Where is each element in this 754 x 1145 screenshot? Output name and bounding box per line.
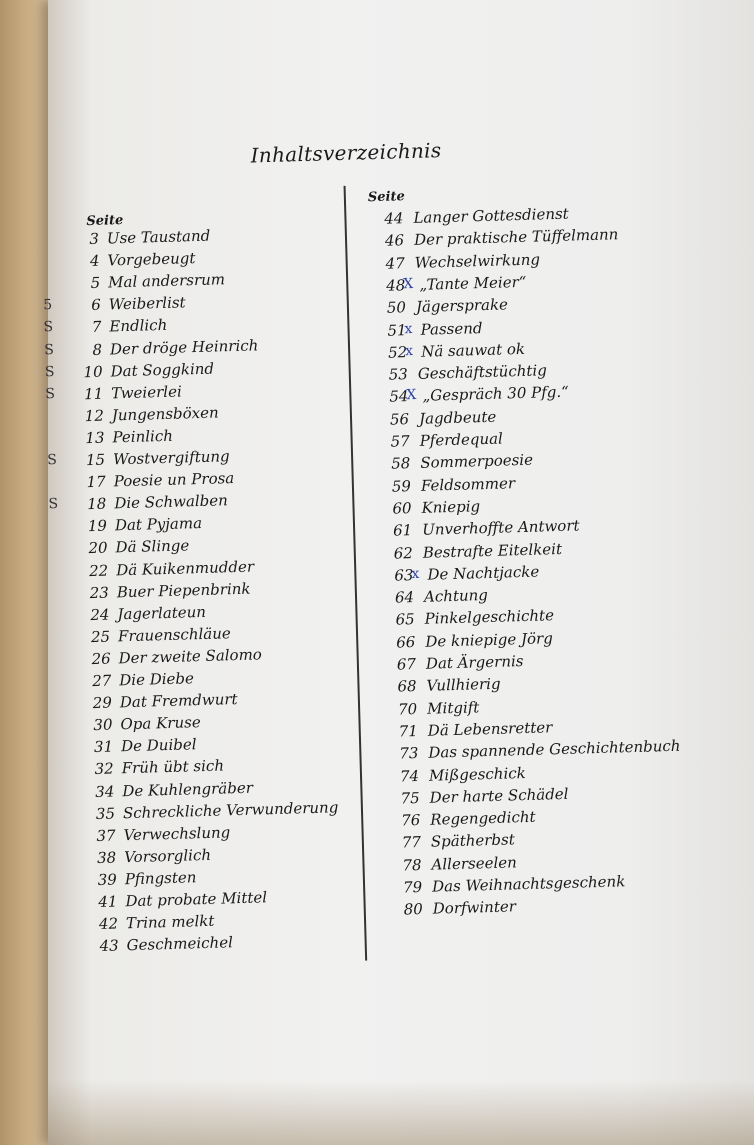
toc-entry <box>393 897 517 923</box>
page-number: 51 <box>387 320 407 340</box>
entry-title: Dat probate Mittel <box>125 888 268 911</box>
entry-title: Passend <box>420 318 483 339</box>
entry-title: Sommerpoesie <box>420 450 534 473</box>
handwritten-mark: S <box>47 451 58 469</box>
handwritten-mark <box>50 761 72 762</box>
page-number: 79 <box>402 877 423 897</box>
entry-title: Dä Kuikenmudder <box>115 557 255 579</box>
entry-title: Dä Slinge <box>115 536 190 557</box>
page-number: 61 <box>392 521 413 540</box>
handwritten-mark <box>53 894 75 895</box>
entry-title: Langer Gottesdienst <box>413 204 569 227</box>
page-number: 23 <box>89 583 110 602</box>
page-number: 76 <box>400 811 421 830</box>
entry-title: Der harte Schädel <box>429 784 569 807</box>
page-number: 73 <box>399 744 419 763</box>
page-number: 48 <box>385 276 406 295</box>
toc-entry <box>387 697 480 722</box>
toc-entry <box>386 674 501 700</box>
page-number: 25 <box>90 627 111 646</box>
entry-title: Wechselwirkung <box>414 250 541 272</box>
page-number: 78 <box>402 855 422 875</box>
handwritten-mark: S <box>44 363 55 380</box>
page-number: 59 <box>391 476 412 496</box>
page-number: 60 <box>392 498 412 518</box>
toc-entry <box>83 735 197 761</box>
toc-entry <box>379 407 497 433</box>
entry-title: Die Schwalben <box>114 491 229 513</box>
handwritten-mark <box>50 783 72 784</box>
entry-title: Bestrafte Eitelkeit <box>422 539 563 562</box>
toc-entry <box>384 606 555 633</box>
entry-title: Vorgebeugt <box>107 249 196 270</box>
page-number: 53 <box>388 365 409 384</box>
entry-title: Achtung <box>423 586 489 606</box>
toc-entry <box>381 473 516 500</box>
entry-title: Poesie un Prosa <box>113 469 235 491</box>
page-number: 75 <box>400 788 420 808</box>
page-number: 63 <box>394 565 414 585</box>
handwritten-mark <box>49 739 71 740</box>
entry-title: Vullhierig <box>426 674 501 696</box>
page-number: 20 <box>88 538 108 558</box>
handwritten-mark <box>47 673 69 674</box>
toc-entry <box>85 822 231 849</box>
page-number: 24 <box>90 605 110 624</box>
page-number: 35 <box>95 804 116 823</box>
entry-title: Kniepig <box>421 497 481 517</box>
handwritten-mark: 5 <box>43 297 53 314</box>
page-number: 57 <box>390 432 410 451</box>
toc-entry <box>43 316 168 341</box>
entry-title: „Tante Meier“ <box>419 272 527 294</box>
toc-entry <box>69 226 211 253</box>
page-number: 38 <box>96 848 117 867</box>
page-number: 26 <box>91 649 111 668</box>
page-number: 5 <box>90 273 101 293</box>
entry-title: Dat Soggkind <box>110 359 215 381</box>
toc-entry <box>81 669 195 694</box>
handwritten-mark <box>52 849 74 850</box>
toc-entry <box>374 250 541 277</box>
entry-title: Dat Fremdwurt <box>119 690 238 712</box>
handwritten-check-mark: x <box>404 342 414 360</box>
toc-entry <box>47 447 230 473</box>
entry-title: Weiberlist <box>108 293 186 314</box>
toc-entry <box>384 586 489 611</box>
toc-entry <box>77 536 190 562</box>
toc-entry <box>88 933 234 959</box>
handwritten-mark <box>41 474 63 475</box>
page-number: 80 <box>403 900 424 919</box>
page-number: 4 <box>89 251 100 271</box>
page-number: 64 <box>394 588 415 607</box>
page-number: 58 <box>390 454 411 473</box>
entry-title: Regengedicht <box>430 807 536 829</box>
entry-title: Der zweite Salomo <box>118 645 263 668</box>
entry-title: Jagerlateun <box>117 602 207 624</box>
entry-title: Der praktische Tüffelmann <box>413 225 619 250</box>
page-number: 77 <box>401 833 422 852</box>
page-number: 3 <box>89 229 100 248</box>
page-number: 10 <box>83 362 103 381</box>
handwritten-mark <box>51 805 73 806</box>
toc-entry <box>79 602 207 628</box>
handwritten-mark <box>45 584 67 585</box>
entry-title: Mal andersrum <box>107 270 226 292</box>
page-number: 8 <box>92 340 103 359</box>
page-number: 70 <box>397 699 418 719</box>
toc-entry <box>385 628 554 656</box>
entry-title: Die Diebe <box>119 669 195 690</box>
handwritten-mark <box>54 938 76 939</box>
toc-entry <box>391 830 516 856</box>
entry-title: De Nachtjacke <box>427 562 540 584</box>
entry-title: Das spannende Geschichtenbuch <box>428 736 681 762</box>
handwritten-mark <box>53 872 75 873</box>
handwritten-mark: S <box>48 496 59 513</box>
toc-entry <box>380 450 534 477</box>
entry-title: Dä Lebensretter <box>427 718 553 740</box>
page-number: 29 <box>92 693 113 713</box>
toc-entry <box>383 539 563 566</box>
entry-title: Jägersprake <box>415 295 509 317</box>
handwritten-mark <box>46 629 68 630</box>
handwritten-check-mark: X <box>406 387 417 404</box>
toc-entry <box>43 335 259 363</box>
handwritten-mark: S <box>43 319 54 336</box>
toc-entry <box>381 497 481 522</box>
entry-title: Frauenschläue <box>117 623 231 646</box>
page-number: 32 <box>94 759 114 779</box>
toc-entry <box>87 888 268 915</box>
toc-entry <box>390 807 536 834</box>
entry-title: De Duibel <box>120 735 197 756</box>
handwritten-mark <box>48 695 70 696</box>
entry-title: Pferdequal <box>419 429 504 450</box>
page-number: 22 <box>88 561 109 580</box>
entry-title: Peinlich <box>112 426 174 447</box>
handwritten-mark <box>35 253 57 254</box>
toc-entry <box>373 204 569 232</box>
toc-entry <box>78 557 255 584</box>
toc-entry <box>382 516 580 544</box>
handwritten-mark: S <box>43 341 55 358</box>
toc-entry <box>80 623 231 650</box>
entry-title: Mitgift <box>426 697 480 718</box>
handwritten-check-mark: x <box>411 565 420 582</box>
page-number: 42 <box>98 914 119 934</box>
toc-entry <box>378 361 548 388</box>
page-number: 54 <box>389 387 409 407</box>
toc-entry <box>388 718 553 745</box>
right-column-header: Seite <box>367 189 405 206</box>
handwritten-mark <box>51 827 73 828</box>
page-number: 12 <box>84 406 105 425</box>
toc-entry <box>75 469 235 496</box>
toc-entry <box>83 756 225 783</box>
toc-entry <box>85 797 339 827</box>
entry-title: De Kuhlengräber <box>122 778 254 800</box>
page-number: 15 <box>85 450 106 470</box>
handwritten-mark <box>45 606 67 607</box>
page-number: 7 <box>91 318 102 337</box>
toc-entry <box>84 778 254 805</box>
entry-title: Jagdbeute <box>418 407 497 428</box>
page-number: 74 <box>399 766 420 786</box>
toc-entry <box>44 359 215 385</box>
toc-entry <box>377 339 526 366</box>
toc-entry <box>48 491 229 518</box>
toc-entry <box>87 868 197 893</box>
page-number: 65 <box>395 610 415 629</box>
entry-title: Allerseelen <box>431 852 518 874</box>
column-divider <box>344 186 367 961</box>
page-number: 17 <box>86 472 106 492</box>
toc-entry <box>376 318 483 344</box>
toc-entry <box>88 911 215 937</box>
page-number: 11 <box>83 384 104 403</box>
toc-entry <box>392 872 626 901</box>
handwritten-mark <box>43 518 65 519</box>
toc-entry <box>386 652 524 678</box>
toc-entry <box>86 845 212 871</box>
page-number: 43 <box>99 936 119 956</box>
entry-title: Dorfwinter <box>432 897 517 918</box>
toc-entry <box>79 579 251 606</box>
page-number: 68 <box>397 677 417 696</box>
page-number: 18 <box>86 494 107 514</box>
handwritten-mark <box>43 540 65 541</box>
toc-entry <box>82 690 238 716</box>
toc-entry <box>45 382 182 407</box>
handwritten-mark <box>40 430 62 431</box>
page-number: 66 <box>395 632 416 652</box>
page-number: 31 <box>93 737 114 757</box>
handwritten-mark <box>36 275 58 276</box>
page-number: 30 <box>93 715 113 735</box>
handwritten-mark <box>44 562 66 563</box>
entry-title: Spätherbst <box>430 830 516 852</box>
entry-title: Use Taustand <box>106 226 211 248</box>
entry-title: Das Weihnachtsgeschenk <box>431 872 626 896</box>
toc-entry <box>378 383 570 410</box>
entry-title: Geschmeichel <box>126 933 234 955</box>
toc-entry <box>379 429 504 455</box>
handwritten-check-mark: X <box>403 275 414 293</box>
entry-title: Pfingsten <box>124 868 197 889</box>
handwritten-mark <box>35 231 57 232</box>
toc-entry <box>74 426 174 451</box>
handwritten-mark <box>54 916 76 917</box>
toc-entry <box>391 852 518 878</box>
toc-entry <box>70 270 226 297</box>
page-number: 56 <box>389 409 410 429</box>
entry-title: De kniepige Jörg <box>425 628 554 651</box>
entry-title: Wostvergiftung <box>112 447 230 469</box>
entry-title: Trina melkt <box>125 911 215 933</box>
toc-entry <box>74 403 219 429</box>
page-number: 50 <box>386 298 407 317</box>
page-number: 71 <box>398 721 419 741</box>
page-title: Inhaltsverzeichnis <box>250 138 442 168</box>
page-number: 44 <box>384 209 404 228</box>
entry-title: Schreckliche Verwunderung <box>122 797 339 822</box>
entry-title: Der dröge Heinrich <box>109 335 259 358</box>
entry-title: Mißgeschick <box>428 763 526 785</box>
toc-entry <box>69 249 196 275</box>
entry-title: Dat Ärgernis <box>425 652 524 673</box>
toc-entry <box>77 514 203 540</box>
toc-entry <box>383 562 540 589</box>
page-number: 62 <box>393 543 414 563</box>
entry-title: Jungensböxen <box>111 403 219 425</box>
entry-title: Unverhoffte Antwort <box>421 516 580 539</box>
page-number: 34 <box>95 782 115 801</box>
page-number: 52 <box>387 342 408 362</box>
page-number: 6 <box>90 295 102 315</box>
toc-entry <box>389 763 526 789</box>
toc-entry <box>82 713 201 739</box>
handwritten-check-mark: x <box>404 320 413 337</box>
entry-title: Vorsorglich <box>123 845 212 867</box>
entry-title: Buer Piepenbrink <box>116 579 251 601</box>
toc-entry <box>80 645 263 672</box>
toc-entry <box>389 784 569 812</box>
entry-title: Opa Kruse <box>120 713 201 734</box>
toc-entry <box>388 736 681 767</box>
entry-title: Verwechslung <box>123 822 231 844</box>
page-number: 13 <box>85 428 105 448</box>
entry-title: „Gespräch 30 Pfg.“ <box>422 383 570 406</box>
page-number: 46 <box>384 231 405 251</box>
page-number: 41 <box>98 892 118 911</box>
entry-title: Endlich <box>109 316 168 336</box>
left-column-header: Seite <box>86 213 124 230</box>
handwritten-mark <box>48 717 70 718</box>
handwritten-mark <box>46 651 68 652</box>
toc-entry <box>374 225 619 254</box>
entry-title: Dat Pyjama <box>114 514 203 535</box>
entry-title: Nä sauwat ok <box>420 339 526 361</box>
toc-entry <box>43 293 186 319</box>
handwritten-mark: S <box>45 385 56 402</box>
entry-title: Geschäftstüchtig <box>417 361 548 383</box>
page-number: 37 <box>96 826 116 845</box>
entry-title: Früh übt sich <box>121 756 225 778</box>
page-number: 47 <box>385 253 405 273</box>
entry-title: Feldsommer <box>420 473 516 495</box>
entry-title: Tweierlei <box>110 382 182 403</box>
page-number: 27 <box>91 671 112 691</box>
page-number: 67 <box>396 655 417 674</box>
handwritten-mark <box>40 408 62 409</box>
toc-entry <box>376 295 509 321</box>
entry-title: Pinkelgeschichte <box>424 606 555 629</box>
page-number: 19 <box>87 516 108 536</box>
page-number: 39 <box>97 870 118 889</box>
toc-entry <box>375 272 527 299</box>
